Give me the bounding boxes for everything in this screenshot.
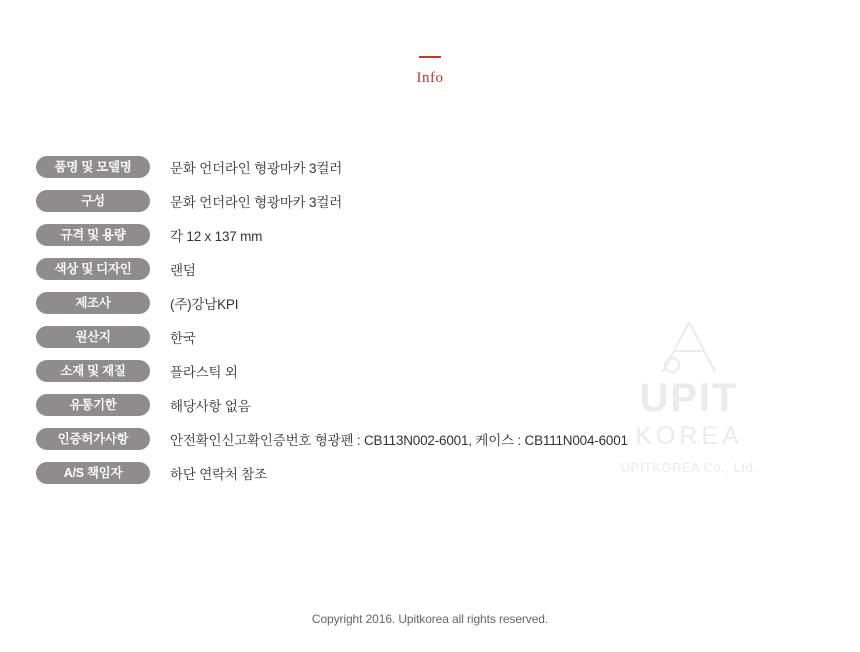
spec-label: A/S 책임자 bbox=[36, 462, 150, 484]
watermark-country: KOREA bbox=[635, 422, 743, 450]
page-title: Info bbox=[416, 70, 444, 86]
table-row bbox=[36, 456, 796, 490]
info-header bbox=[0, 56, 860, 87]
spec-label: 구성 bbox=[36, 190, 150, 212]
spec-label: 규격 및 용량 bbox=[36, 224, 150, 246]
spec-value: 한국 bbox=[170, 331, 196, 346]
spec-value: 해당사항 없음 bbox=[170, 399, 251, 414]
spec-value: 각 12 x 137 mm bbox=[170, 229, 263, 244]
header-divider bbox=[419, 56, 441, 58]
table-row bbox=[36, 218, 796, 252]
spec-value: 랜덤 bbox=[170, 263, 196, 278]
spec-table bbox=[36, 150, 796, 490]
spec-label: 색상 및 디자인 bbox=[36, 258, 150, 280]
table-row bbox=[36, 286, 796, 320]
footer-copyright: Copyright 2016. Upitkorea all rights reserved. bbox=[311, 612, 549, 626]
spec-value: 플라스틱 외 bbox=[170, 365, 238, 380]
table-row bbox=[36, 388, 796, 422]
watermark-company: UPITKOREA Co., Ltd. bbox=[620, 459, 758, 475]
spec-label: 인증허가사항 bbox=[36, 428, 150, 450]
spec-label: 원산지 bbox=[36, 326, 150, 348]
spec-label: 소재 및 재질 bbox=[36, 360, 150, 382]
spec-label: 유통기한 bbox=[36, 394, 150, 416]
watermark-brand: UPIT bbox=[639, 376, 739, 420]
spec-label: 품명 및 모델명 bbox=[36, 156, 150, 178]
spec-value: (주)강남KPI bbox=[170, 297, 239, 312]
table-row bbox=[36, 252, 796, 286]
spec-value: 안전확인신고확인증번호 형광펜 : CB113N002-6001, 케이스 : CB111N004-6001 bbox=[170, 433, 628, 448]
table-row bbox=[36, 184, 796, 218]
spec-value: 하단 연락처 참조 bbox=[170, 467, 267, 482]
table-row bbox=[36, 354, 796, 388]
spec-label: 제조사 bbox=[36, 292, 150, 314]
table-row bbox=[36, 320, 796, 354]
spec-value: 문화 언더라인 형광마카 3컬러 bbox=[170, 161, 343, 176]
spec-value: 문화 언더라인 형광마카 3컬러 bbox=[170, 195, 343, 210]
table-row bbox=[36, 150, 796, 184]
table-row bbox=[36, 422, 796, 456]
